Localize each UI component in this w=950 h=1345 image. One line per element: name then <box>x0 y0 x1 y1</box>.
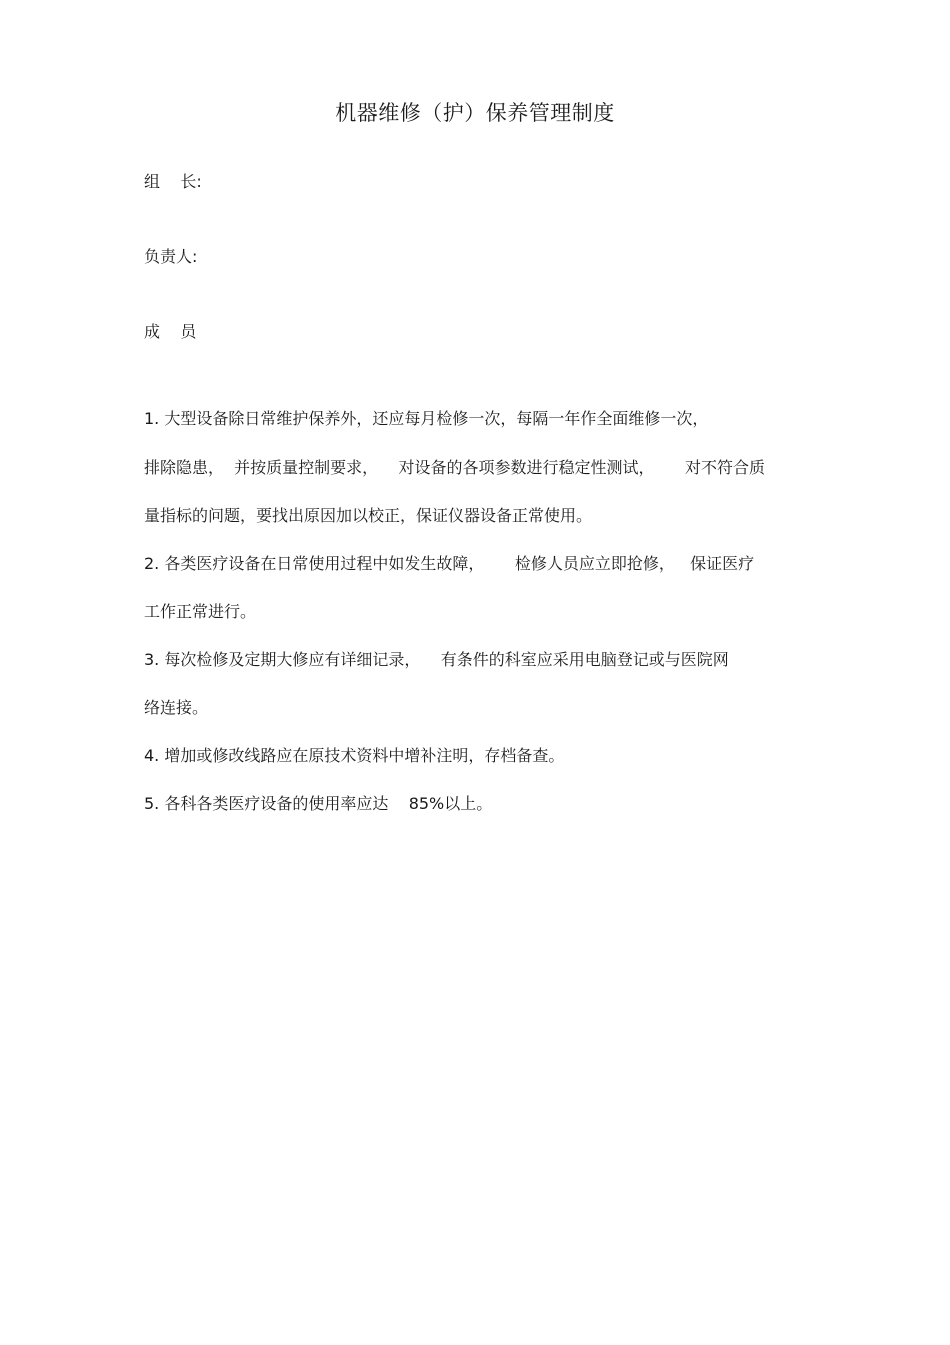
page-title: 机器维修（护）保养管理制度 <box>335 101 615 125</box>
rule-item-line: 络连接。 <box>144 698 209 717</box>
rule-item-line: 3. 每次检修及定期大修应有详细记录， 有条件的科室应采用电脑登记或与医院网 <box>144 650 729 669</box>
rule-item-line: 2. 各类医疗设备在日常使用过程中如发生故障， 检修人员应立即抢修， 保证医疗 <box>144 554 755 573</box>
rule-item-line: 5. 各科各类医疗设备的使用率应达 85%以上。 <box>144 794 493 813</box>
rule-item-line: 4. 增加或修改线路应在原技术资料中增补注明，存档备查。 <box>144 746 565 765</box>
leader-field-label: 组 长: <box>144 172 202 191</box>
responsible-field-label: 负责人: <box>144 247 198 266</box>
rule-item-line: 1. 大型设备除日常维护保养外，还应每月检修一次，每隔一年作全面维修一次， <box>144 409 709 428</box>
rule-item-line: 工作正常进行。 <box>144 602 257 621</box>
rule-item-line: 量指标的问题，要找出原因加以校正，保证仪器设备正常使用。 <box>144 506 593 525</box>
rule-item-line: 排除隐患， 并按质量控制要求， 对设备的各项参数进行稳定性测试， 对不符合质 <box>144 458 766 477</box>
members-field-label: 成 员 <box>144 322 197 341</box>
